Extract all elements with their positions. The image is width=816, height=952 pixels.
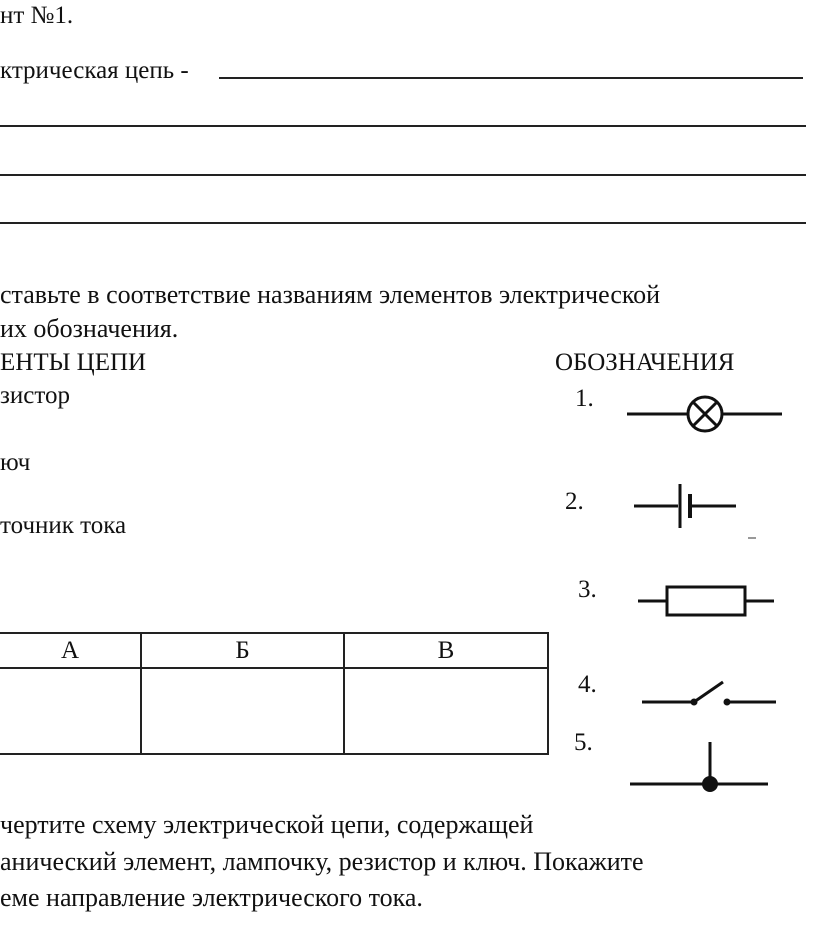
task2-instruction-line2: их обозначения. <box>0 314 179 343</box>
wire-junction-symbol-icon <box>624 738 774 800</box>
battery-cell-symbol-icon <box>632 478 762 544</box>
symbol-number-2: 2. <box>565 488 584 515</box>
symbol-number-1: 1. <box>575 385 594 412</box>
task3-instruction-line3: еме направление электрического тока. <box>0 883 423 912</box>
symbol-number-4: 4. <box>578 671 597 698</box>
task3-instruction-line1: чертите схему электрической цепи, содержащей <box>0 810 534 839</box>
table-header-a: А <box>0 633 141 668</box>
symbol-number-5: 5. <box>574 729 593 756</box>
table-header-v: В <box>344 633 548 668</box>
answer-line-3[interactable] <box>0 174 806 176</box>
element-item-switch: юч <box>0 449 31 476</box>
task2-instruction-line1: ставьте в соответствие названиям элементов электрической <box>0 280 661 309</box>
task3-instruction-line2: анический элемент, лампочку, резистор и ключ. Покажите <box>0 847 644 876</box>
resistor-symbol-icon <box>636 580 776 622</box>
element-item-current-source: точник тока <box>0 512 127 539</box>
variant-title: нт №1. <box>0 2 74 29</box>
answer-line-1[interactable] <box>219 77 803 79</box>
answer-cell-b[interactable] <box>141 668 344 754</box>
lamp-symbol-icon <box>625 392 785 438</box>
answer-cell-a[interactable] <box>0 668 141 754</box>
switch-symbol-icon <box>640 676 780 716</box>
answer-cell-v[interactable] <box>344 668 548 754</box>
definition-prompt: ктрическая цепь - <box>0 57 189 84</box>
table-header-b: Б <box>141 633 344 668</box>
answer-line-4[interactable] <box>0 222 806 224</box>
answer-line-2[interactable] <box>0 125 806 127</box>
element-item-resistor: зистор <box>0 382 70 409</box>
elements-column-header: ЕНТЫ ЦЕПИ <box>0 349 147 376</box>
symbol-number-3: 3. <box>578 576 597 603</box>
symbols-column-header: ОБОЗНАЧЕНИЯ <box>555 349 735 376</box>
answer-table <box>0 632 549 755</box>
